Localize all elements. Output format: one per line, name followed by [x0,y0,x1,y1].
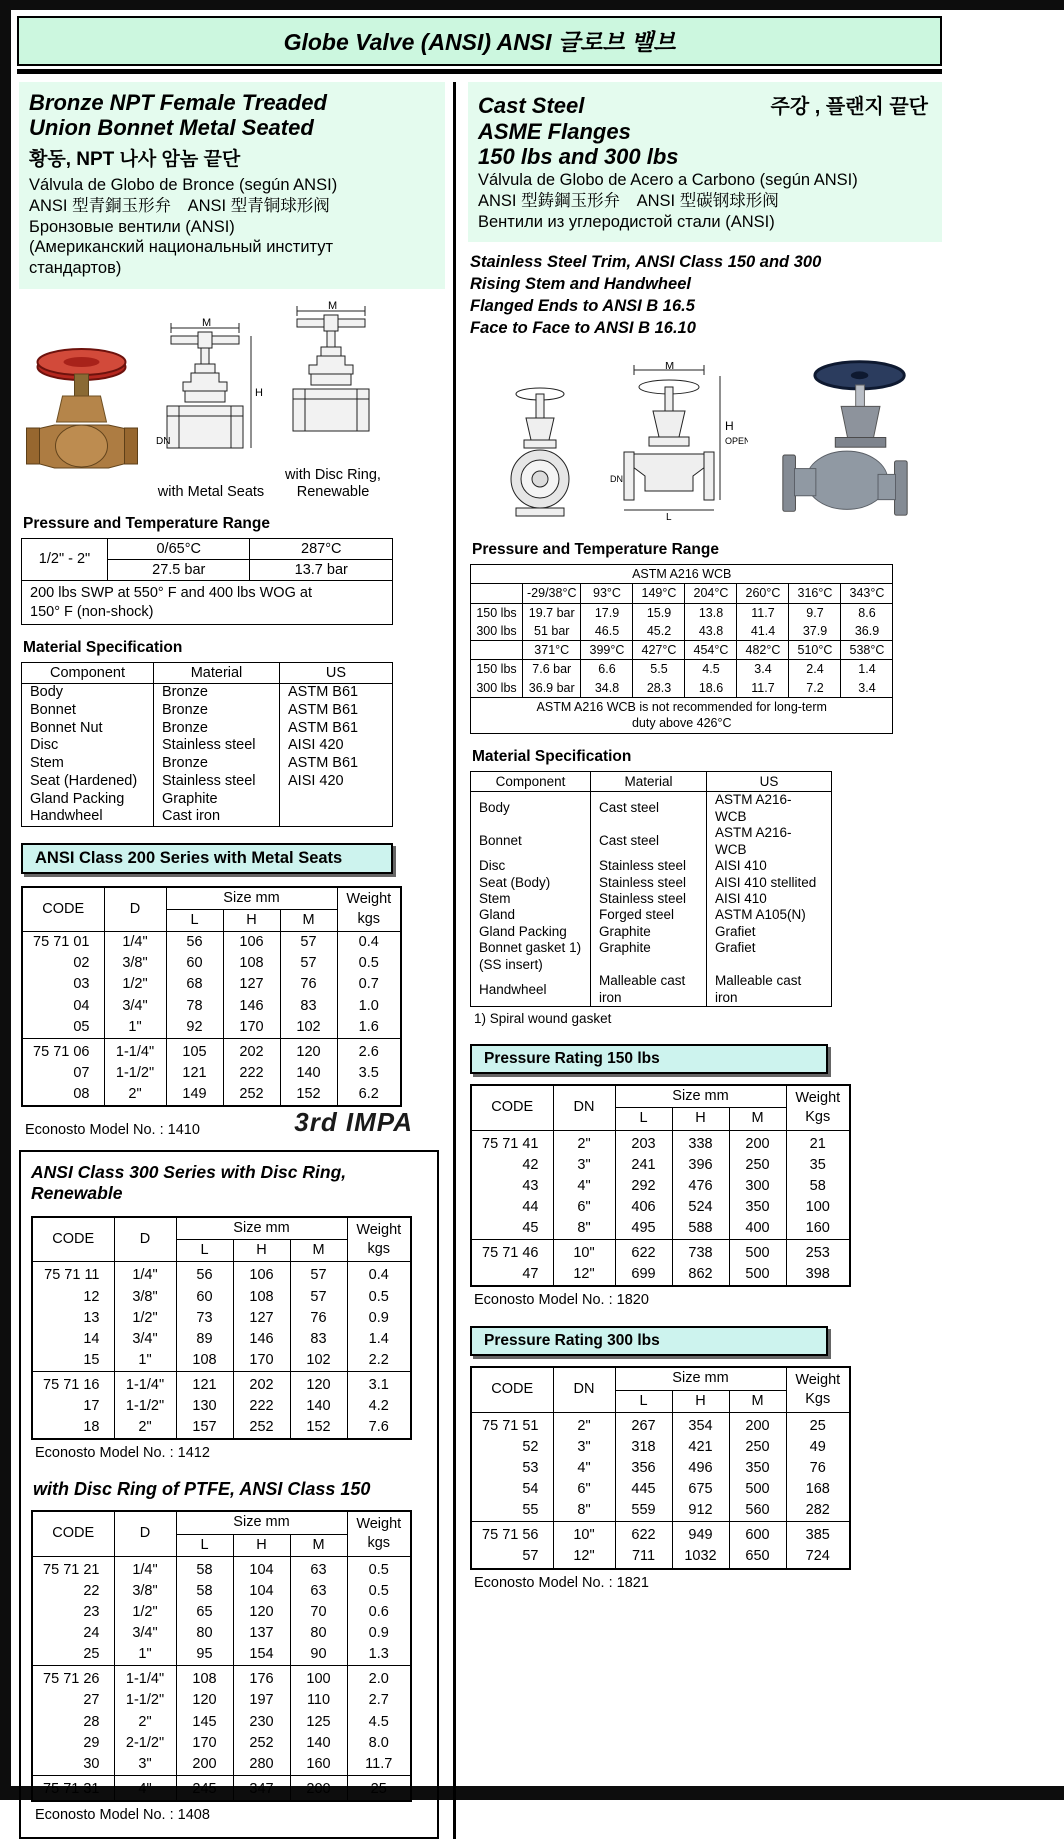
material-row: Bonnet gasket 1) Graphite Grafiet [471,940,832,956]
valve-drawing-disc-ring [281,301,385,500]
pressure-row: 150 lbs 19.7 bar 17.9 15.9 13.8 11.7 9.7 8.6 [471,603,893,622]
left-material-table: Component Material US Body Bronze ASTM B61 Bonnet Bronze ASTM B61 Bonnet Nut Bronze ASTM B61 Disc Stainless steel AISI 420 Stem Bronze ASTM B61 Seat (Hardened) Stainless steel AISI 420 Gland Packing Graphite Handwheel Cast iron [21,662,393,827]
feature-line: Face to Face to ANSI B 16.10 [470,319,696,338]
title-rule [17,69,942,74]
table-row: 13 1/2" 73 127 76 0.9 [32,1308,411,1329]
temp-header-cell [471,584,523,603]
page-title: Globe Valve (ANSI) ANSI 글로브 밸브 [17,16,942,66]
temp-header-cell: 93°C [581,584,633,603]
table-row: 47 12" 699 862 500 398 [471,1264,850,1286]
left-valve-images [23,301,441,500]
feature-line: Rising Stem and Handwheel [470,275,691,294]
right-subtitle-cjk: ANSI 型鋳鋼玉形弁 ANSI 型碳钢球形阀 [478,191,779,210]
temp-header-cell: 454°C [685,641,737,660]
left-pt-title: Pressure and Temperature Range [23,514,270,532]
material-row: (SS insert) [471,957,832,973]
dim-label-m: M [202,318,212,330]
size-range-cell: 1/2" - 2" [22,538,108,580]
feature-line: Stainless Steel Trim, ANSI Class 150 and 300 [470,253,822,272]
right-title-line1: Cast Steel [478,93,585,118]
size-table-ptfe-150: CODE D Size mm Weight kgs L H M 75 71 21 1/4" 58 104 63 0.5 22 3/8" 58 104 63 0.5 23 1/2" 65 120 70 0.6 24 3/4" 80 137 80 0.9 25 1" 95 154 90 1.3 75 71 26 1-1/4" 108 176 100 2.0 27 1-1/2" 120 197 110 2.7 28 2" 145 230 125 4.5 29 2-1/2" 170 252 140 8.0 30 3" 200 280 160 11.7 75 71 31 4" 245 347 200 25 [31,1510,412,1802]
dim-label-h: H [255,387,263,400]
table-row: 75 71 41 2" 203 338 200 21 [471,1130,850,1155]
table-row: 54 6" 445 675 500 168 [471,1479,850,1500]
left-subtitle-cjk: ANSI 型青銅玉形弁 ANSI 型青铜球形阀 [29,196,330,215]
left-header [19,82,445,289]
right-title-korean: 주강 , 플랜지 끝단 [770,96,928,118]
page-frame-left [0,0,11,1800]
table-row: 75 71 21 1/4" 58 104 63 0.5 [32,1556,411,1581]
right-title-line2: ASME Flanges [478,119,631,144]
material-row: Gland Packing Graphite Grafiet [471,924,832,940]
heading-ansi-300: ANSI Class 300 Series with Disc Ring, Renewable [31,1162,347,1204]
pressure-value-1: 27.5 bar [108,559,250,580]
feature-line: Flanged Ends to ANSI B 16.5 [470,297,695,316]
astm-grade: ASTM A216 WCB [471,565,893,584]
material-row: Handwheel Malleable cast iron Malleable cast iron [471,973,832,1006]
page-frame-top [0,0,1064,10]
table-row: 02 3/8" 60 108 57 0.5 [22,953,401,974]
table-row: 75 71 06 1-1/4" 105 202 120 2.6 [22,1038,401,1063]
table-row: 27 1-1/2" 120 197 110 2.7 [32,1690,411,1711]
dim-label-h: H [725,419,734,434]
left-subtitle-russian-2: (Американский национальный институт [29,238,334,257]
dim-label-dn: DN [156,436,171,448]
size-table-ansi-200: CODE D Size mm Weight kgs L H M 75 71 01 1/4" 56 106 57 0.4 02 3/8" 60 108 57 0.5 03 1/2" 68 127 76 0.7 04 3/4" 78 146 83 1.0 05 1" 92 170 102 1.6 75 71 06 1-1/4" 105 202 120 2.6 07 1-1/2" 121 222 140 3.5 08 2" 149 252 152 6.2 [21,886,402,1107]
table-row: 57 12" 711 1032 650 724 [471,1546,850,1568]
table-row: 44 6" 406 524 350 100 [471,1197,850,1218]
table-row: 18 2" 157 252 152 7.6 [32,1417,411,1439]
temp-header-2: 287°C [250,538,393,559]
pressure-row: 300 lbs 36.9 bar 34.8 28.3 18.6 11.7 7.2 3.4 [471,679,893,698]
right-pt-title: Pressure and Temperature Range [472,541,719,559]
temp-header-cell: 149°C [633,584,685,603]
impa-note: 3rd IMPA [294,1107,413,1138]
econosto-model-1408: Econosto Model No. : 1408 [35,1807,210,1824]
table-row: 29 2-1/2" 170 252 140 8.0 [32,1733,411,1754]
temp-header-cell: 316°C [789,584,841,603]
table-row: 03 1/2" 68 127 76 0.7 [22,974,401,995]
table-row: 75 71 56 10" 622 949 600 385 [471,1522,850,1547]
caption-disc-ring: with Disc Ring, Renewable [285,467,381,501]
pressure-note: 200 lbs SWP at 550° F and 400 lbs WOG at 150° F (non-shock) [22,580,393,625]
table-row: 75 71 51 2" 267 354 200 25 [471,1412,850,1437]
table-row: 17 1-1/2" 130 222 140 4.2 [32,1396,411,1417]
temp-header-cell: 538°C [841,641,893,660]
temp-header-cell: 427°C [633,641,685,660]
size-table-ansi-300: CODE D Size mm Weight kgs L H M 75 71 11 1/4" 56 106 57 0.4 12 3/8" 60 108 57 0.5 13 1/2" 73 127 76 0.9 14 3/4" 89 146 83 1.4 15 1" 108 170 102 2.2 75 71 16 1-1/4" 121 202 120 3.1 17 1-1/2" 130 222 140 4.2 18 2" 157 252 152 7.6 [31,1216,412,1440]
temp-header-cell: 343°C [841,584,893,603]
ansi-300-section [19,1150,439,1839]
right-material-title: Material Specification [472,748,632,766]
temp-header-cell: -29/38°C [523,584,581,603]
left-title-line2: Union Bonnet Metal Seated [29,115,314,141]
temp-header-cell [471,641,523,660]
right-material-table: Component Material US Body Cast steel ASTM A216-WCB Bonnet Cast steel ASTM A216-WCB Disc Stainless steel AISI 410 Seat (Body) Stainless steel AISI 410 stellited Stem Stainless steel AISI 410 Gland Forged steel ASTM A105(N) Gland Packing Graphite Grafiet Bonnet gasket 1) Graphite Grafiet (SS insert) Handwheel Malleable cast iron Malleable cast iron [470,771,832,1007]
pressure-row: 300 lbs 51 bar 46.5 45.2 43.8 41.4 37.9 36.9 [471,622,893,641]
left-subtitle-russian-1: Бронзовые вентили (ANSI) [29,217,235,236]
material-row: Bonnet Bronze ASTM B61 [22,702,393,720]
astm-warning-note: ASTM A216 WCB is not recommended for long-term duty above 426°C [471,697,893,733]
table-row: 15 1" 108 170 102 2.2 [32,1350,411,1372]
table-row: 53 4" 356 496 350 76 [471,1458,850,1479]
table-row: 12 3/8" 60 108 57 0.5 [32,1287,411,1308]
material-row: Seat (Body) Stainless steel AISI 410 stellited [471,875,832,891]
left-pressure-temp-table [21,538,393,626]
right-valve-images [498,352,938,527]
bronze-valve-photo [23,346,141,501]
banner-rating-150: Pressure Rating 150 lbs [470,1044,828,1074]
table-row: 08 2" 149 252 152 6.2 [22,1084,401,1106]
banner-ansi-200: ANSI Class 200 Series with Metal Seats [21,843,393,874]
material-row: Handwheel Cast iron [22,808,393,826]
table-row: 07 1-1/2" 121 222 140 3.5 [22,1063,401,1084]
material-row: Disc Stainless steel AISI 420 [22,737,393,755]
dim-label-m: M [665,362,675,373]
table-row: 52 3" 318 421 250 49 [471,1437,850,1458]
feature-list [470,252,942,340]
table-row: 55 8" 559 912 560 282 [471,1500,850,1522]
temp-header-cell: 482°C [737,641,789,660]
material-row: Body Cast steel ASTM A216-WCB [471,792,832,825]
temp-header-cell: 371°C [523,641,581,660]
table-row: 75 71 01 1/4" 56 106 57 0.4 [22,932,401,954]
material-row: Disc Stainless steel AISI 410 [471,858,832,874]
material-row: Seat (Hardened) Stainless steel AISI 420 [22,773,393,791]
table-row: 23 1/2" 65 120 70 0.6 [32,1602,411,1623]
cast-steel-column [456,82,942,1839]
caption-metal-seats: with Metal Seats [157,484,265,501]
temp-header-cell: 204°C [685,584,737,603]
table-row: 75 71 26 1-1/4" 108 176 100 2.0 [32,1666,411,1691]
table-row: 30 3" 200 280 160 11.7 [32,1754,411,1776]
pressure-row: 150 lbs 7.6 bar 6.6 5.5 4.5 3.4 2.4 1.4 [471,660,893,679]
table-row: 75 71 31 4" 245 347 200 25 [32,1775,411,1801]
pressure-value-2: 13.7 bar [250,559,393,580]
econosto-model-1821: Econosto Model No. : 1821 [474,1574,649,1591]
flanged-valve-side-drawing [608,362,748,527]
dim-label-dn: DN [610,474,623,485]
right-pressure-temp-table [470,564,893,734]
material-row: Gland Forged steel ASTM A105(N) [471,907,832,923]
material-row: Stem Bronze ASTM B61 [22,755,393,773]
right-header [468,82,942,242]
left-subtitle-russian-3: стандартов) [29,259,122,278]
material-row: Stem Stainless steel AISI 410 [471,891,832,907]
table-row: 22 3/8" 58 104 63 0.5 [32,1581,411,1602]
material-row: Gland Packing Graphite [22,791,393,809]
size-table-rating-150: CODE DN Size mm Weight Kgs L H M 75 71 41 2" 203 338 200 21 42 3" 241 396 250 35 43 4" 292 476 300 58 44 6" 406 524 350 100 45 8" 495 588 400 160 75 71 46 10" 622 738 500 253 47 12" 699 862 500 398 [470,1084,851,1287]
left-material-title: Material Specification [23,639,183,657]
table-row: 75 71 16 1-1/4" 121 202 120 3.1 [32,1372,411,1397]
right-subtitle-spanish: Válvula de Globo de Acero a Carbono (según ANSI) [478,170,858,189]
temp-header-cell: 260°C [737,584,789,603]
dim-label-open: OPEN [725,436,748,447]
econosto-model-1412: Econosto Model No. : 1412 [35,1445,210,1462]
material-row: Bonnet Cast steel ASTM A216-WCB [471,825,832,858]
table-row: 28 2" 145 230 125 4.5 [32,1712,411,1733]
econosto-model-1820: Econosto Model No. : 1820 [474,1292,649,1309]
table-row: 25 1" 95 154 90 1.3 [32,1644,411,1666]
table-row: 45 8" 495 588 400 160 [471,1218,850,1240]
banner-rating-300: Pressure Rating 300 lbs [470,1326,828,1356]
bronze-valve-column [17,82,453,1839]
dim-label-m: M [328,301,338,313]
econosto-model-1410: Econosto Model No. : 1410 [25,1122,200,1139]
left-title-korean: 황동, NPT 나사 암놈 끝단 [29,148,241,170]
left-title-line1: Bronze NPT Female Treaded [29,90,327,115]
table-row: 42 3" 241 396 250 35 [471,1155,850,1176]
gasket-footnote: 1) Spiral wound gasket [474,1011,612,1027]
table-row: 43 4" 292 476 300 58 [471,1176,850,1197]
table-row: 14 3/4" 89 146 83 1.4 [32,1329,411,1350]
material-row: Bonnet Nut Bronze ASTM B61 [22,720,393,738]
valve-drawing-metal-seats [155,318,267,501]
table-row: 05 1" 92 170 102 1.6 [22,1017,401,1039]
temp-header-cell: 510°C [789,641,841,660]
cast-steel-valve-photo [774,352,916,527]
size-table-rating-300: CODE DN Size mm Weight Kgs L H M 75 71 51 2" 267 354 200 25 52 3" 318 421 250 49 53 4" 356 496 350 76 54 6" 445 675 500 168 55 8" 559 912 560 282 75 71 56 10" 622 949 600 385 57 12" 711 1032 650 724 [470,1366,851,1569]
table-row: 24 3/4" 80 137 80 0.9 [32,1623,411,1644]
catalog-page [17,16,942,1839]
table-row: 75 71 11 1/4" 56 106 57 0.4 [32,1262,411,1287]
left-subtitle-spanish: Válvula de Globo de Bronce (según ANSI) [29,175,338,194]
temp-header-cell: 399°C [581,641,633,660]
right-subtitle-russian: Вентили из углеродистой стали (ANSI) [478,212,775,231]
table-row: 04 3/4" 78 146 83 1.0 [22,996,401,1017]
right-title-line3: 150 lbs and 300 lbs [478,144,679,170]
material-row: Body Bronze ASTM B61 [22,684,393,702]
table-row: 75 71 46 10" 622 738 500 253 [471,1240,850,1265]
temp-header-1: 0/65°C [108,538,250,559]
dim-label-l: L [666,512,672,523]
heading-ptfe-150: with Disc Ring of PTFE, ANSI Class 150 [33,1479,371,1500]
flanged-valve-front-drawing [498,382,582,527]
